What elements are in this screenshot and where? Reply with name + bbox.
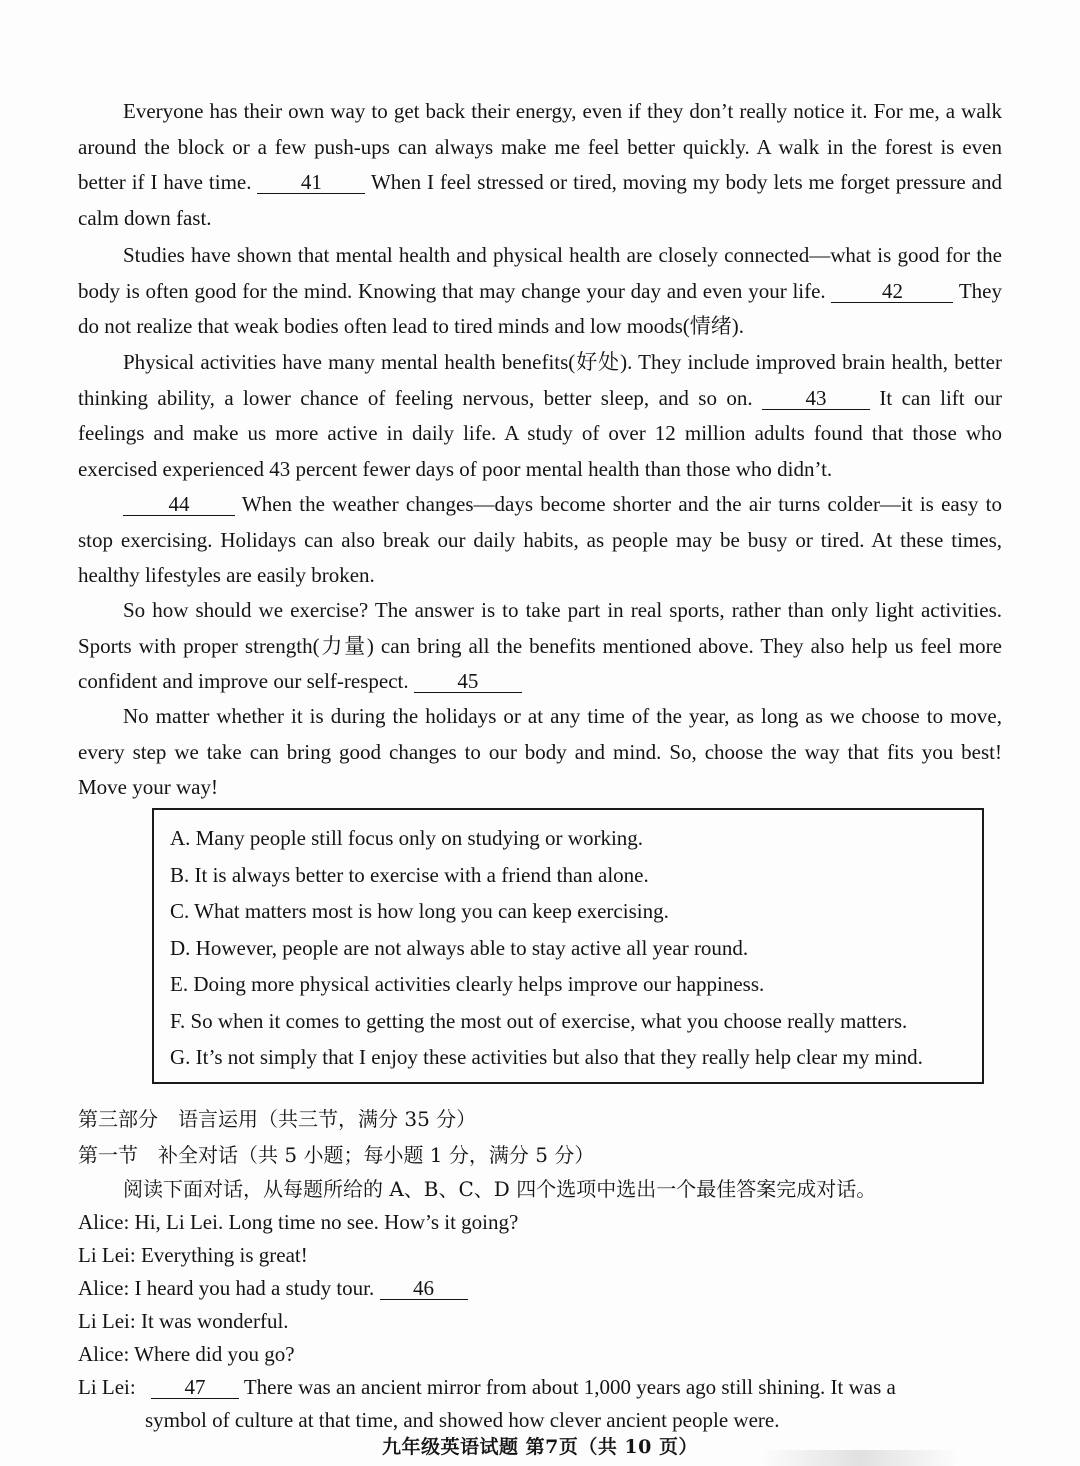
passage-paragraph-6: No matter whether it is during the holidays or at any time of the year, as long as we choose to move, every step we take can bring good changes to our body and mind. So, choose the way that fits you best! Move your way! bbox=[78, 704, 1002, 799]
section-title: 第三部分 语言运用（共三节，满分 35 分） bbox=[78, 1107, 477, 1131]
option-e: E. Doing more physical activities clearly helps improve our happiness. bbox=[170, 972, 765, 996]
passage-paragraph-1: Everyone has their own way to get back their energy, even if they don’t really notice it. For me, a walk around the block or a few push-ups can always make me feel better quickly. A walk in the forest is even better if I have time. 41 When I feel stressed or tired, moving my body lets me forget pressure and calm down fast. bbox=[78, 99, 1002, 230]
dialogue bbox=[78, 1206, 978, 1437]
blank-43: 43 bbox=[762, 387, 870, 410]
dialogue-line-3: Alice: I heard you had a study tour. 46 bbox=[78, 1272, 978, 1305]
blank-46: 46 bbox=[380, 1277, 468, 1300]
options-box bbox=[152, 808, 984, 1084]
blank-47: 47 bbox=[151, 1376, 239, 1399]
option-f: F. So when it comes to getting the most out of exercise, what you choose really matters. bbox=[170, 1008, 908, 1033]
scan-smudge bbox=[760, 1450, 960, 1466]
blank-41: 41 bbox=[257, 171, 365, 194]
option-c: C. What matters most is how long you can keep exercising. bbox=[170, 899, 669, 923]
option-d: D. However, people are not always able to stay active all year round. bbox=[170, 935, 749, 960]
dialogue-line-6: Li Lei: 47 There was an ancient mirror from about 1,000 years ago still shining. It was a bbox=[78, 1375, 896, 1399]
dialogue-line-2: Li Lei: Everything is great! bbox=[78, 1243, 308, 1267]
dialogue-line-4: Li Lei: It was wonderful. bbox=[78, 1309, 289, 1333]
dialogue-line-7: symbol of culture at that time, and showed how clever ancient people were. bbox=[145, 1408, 780, 1432]
blank-42: 42 bbox=[831, 280, 953, 303]
subsection-title: 第一节 补全对话（共 5 小题；每小题 1 分，满分 5 分） bbox=[78, 1143, 595, 1167]
section-instruction: 阅读下面对话，从每题所给的 A、B、C、D 四个选项中选出一个最佳答案完成对话。 bbox=[123, 1177, 877, 1201]
blank-44: 44 bbox=[123, 493, 235, 516]
page-footer: 九年级英语试题 第7页（共 10 页） bbox=[381, 1436, 698, 1458]
passage-paragraph-3: Physical activities have many mental health benefits(好处). They include improved brain health, better thinking ability, a lower chance of feeling nervous, better sleep, and so on. 43 It can lift our feelings and make us more active in daily life. A study of over 12 million adults found that those who exercised experienced 43 percent fewer days of poor mental health than those who didn’t. bbox=[78, 350, 1002, 481]
option-a: A. Many people still focus only on studying or working. bbox=[170, 826, 644, 850]
option-b: B. It is always better to exercise with a friend than alone. bbox=[170, 862, 649, 887]
passage-paragraph-5: So how should we exercise? The answer is to take part in real sports, rather than only light activities. Sports with proper strength(力量) can bring all the benefits mentioned above. They also help us feel more confident and improve our self-respect. 45 bbox=[78, 598, 1002, 693]
dialogue-line-5: Alice: Where did you go? bbox=[78, 1342, 295, 1366]
blank-45: 45 bbox=[414, 670, 522, 693]
option-g: G. It’s not simply that I enjoy these activities but also that they really help clear my mind. bbox=[170, 1045, 923, 1069]
dialogue-line-1: Alice: Hi, Li Lei. Long time no see. How’s it going? bbox=[78, 1210, 519, 1234]
passage-paragraph-4: 44 When the weather changes—days become shorter and the air turns colder—it is easy to stop exercising. Holidays can also break our daily habits, as people may be busy or tired. At these times, healthy lifestyles are easily broken. bbox=[78, 492, 1002, 587]
options-list bbox=[154, 810, 982, 1076]
passage-paragraph-2: Studies have shown that mental health and physical health are closely connected—what is good for the body is often good for the mind. Knowing that may change your day and even your life. 42 They do not realize that weak bodies often lead to tired minds and low moods(情绪). bbox=[78, 243, 1002, 338]
